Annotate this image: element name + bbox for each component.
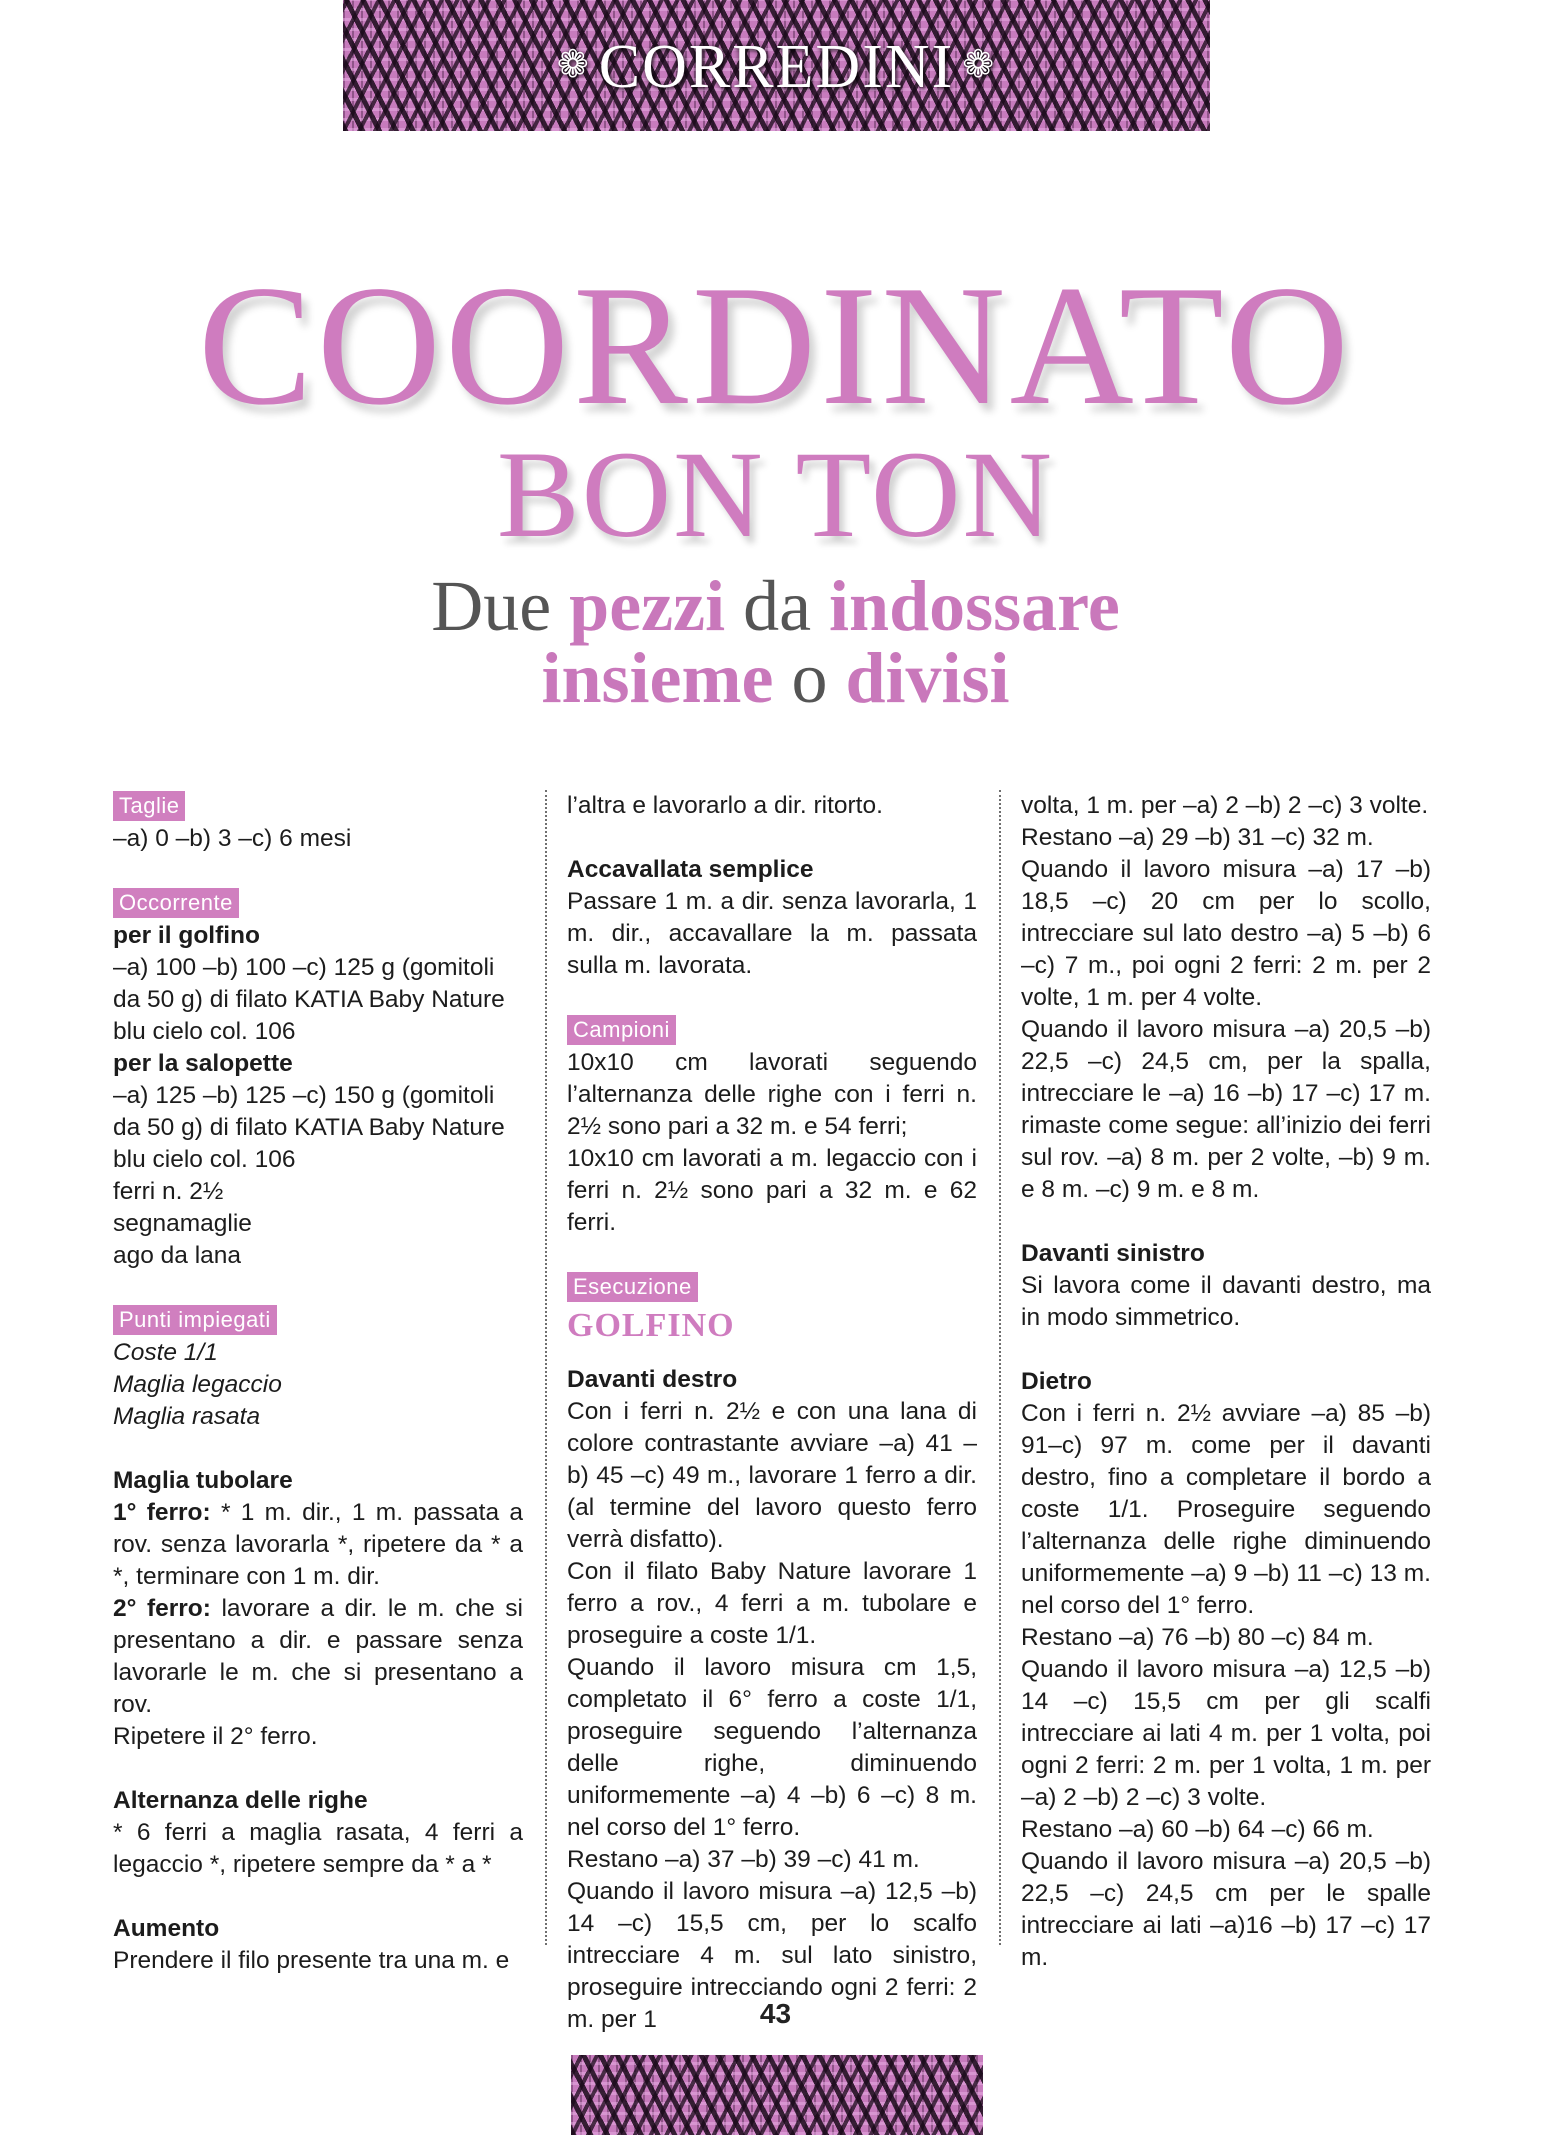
dietro-text: Quando il lavoro misura –a) 20,5 –b) 22,5 –c) 24,5 cm per le spalle intrecciare ai lati –a)16 –b) 17 –c) 17 m. <box>1021 1848 1431 1971</box>
needle-text: ago da lana <box>113 1242 242 1269</box>
alternanza-label: Alternanza delle righe <box>113 1787 368 1814</box>
salopette-materials-text: –a) 125 –b) 125 –c) 150 g (gomitoli da 50 g) di filato KATIA Baby Nature blu cielo col. 106 <box>113 1082 505 1173</box>
davanti-destro-text: Con i ferri n. 2½ e con una lana di colore contrastante avviare –a) 41 –b) 45 –c) 49 m., lavorare 1 ferro a dir. (al termine del lavoro questo ferro verrà disfatto). <box>567 1398 977 1553</box>
dietro-label: Dietro <box>1021 1368 1092 1395</box>
davanti-destro-text: Quando il lavoro misura –a) 12,5 –b) 14 –c) 15,5 cm, per lo scalfo intrecciare 4 m. sul lato sinistro, proseguire intrecciando ogni 2 ferri: 2 m. per 1 <box>567 1878 977 2033</box>
davanti-destro-text: Quando il lavoro misura cm 1,5, completato il 6° ferro a coste 1/1, proseguire seguendo l’alternanza delle righe, diminuendo uniformemente –a) 4 –b) 6 –c) 8 m. nel corso del 1° ferro. <box>567 1654 977 1841</box>
salopette-materials-label: per la salopette <box>113 1050 293 1077</box>
row2-instruction <box>113 1593 523 1721</box>
row1-instruction <box>113 1497 523 1593</box>
stitch-item: Maglia legaccio <box>113 1371 282 1398</box>
text-column-3 <box>1021 790 1431 1974</box>
davanti-sinistro-text: Si lavora come il davanti destro, ma in modo simmetrico. <box>1021 1272 1431 1331</box>
alternanza-text: * 6 ferri a maglia rasata, 4 ferri a legaccio *, ripetere sempre da * a * <box>113 1819 523 1878</box>
davanti-destro-text: Restano –a) 37 –b) 39 –c) 41 m. <box>567 1846 920 1873</box>
golfino-materials-text: –a) 100 –b) 100 –c) 125 g (gomitoli da 50 g) di filato KATIA Baby Nature blu cielo col. 106 <box>113 954 505 1045</box>
dietro-text: Con i ferri n. 2½ avviare –a) 85 –b) 91–c) 97 m. come per il davanti destro, fino a completare il bordo a coste 1/1. Proseguire seguendo l’alternanza delle righe diminuendo uniformemente –a) 9 –b) 11 –c) 13 m. nel corso del 1° ferro. <box>1021 1400 1431 1619</box>
column-divider <box>545 790 547 1945</box>
stitch-item: Maglia rasata <box>113 1403 261 1430</box>
golfino-heading: GOLFINO <box>567 1307 735 1344</box>
aumento-label: Aumento <box>113 1915 220 1942</box>
section-heading-campioni: Campioni <box>567 1015 676 1045</box>
flower-icon: ❁ <box>962 44 997 86</box>
aumento-text: Prendere il filo presente tra una m. e <box>113 1947 510 1974</box>
section-heading-punti: Punti impiegati <box>113 1305 277 1335</box>
continued-text: volta, 1 m. per –a) 2 –b) 2 –c) 3 volte. <box>1021 792 1429 819</box>
footer-banner <box>571 2055 983 2135</box>
article-title-line2: BON TON <box>496 426 1055 563</box>
section-heading-occorrente: Occorrente <box>113 888 239 918</box>
section-heading-esecuzione: Esecuzione <box>567 1272 698 1302</box>
row2-label: 2° ferro: <box>113 1595 211 1622</box>
davanti-sinistro-label: Davanti sinistro <box>1021 1240 1205 1267</box>
section-banner <box>343 0 1210 131</box>
section-heading-taglie: Taglie <box>113 791 185 821</box>
subtitle-word-accent: insieme <box>541 638 774 718</box>
row1-text: * 1 m. dir., 1 m. passata a rov. senza lavorarla *, ripetere da * a *, terminare con 1 m. dir. <box>113 1499 523 1590</box>
gauge-text: 10x10 cm lavorati a m. legaccio con i ferri n. 2½ sono pari a 32 m. e 62 ferri. <box>567 1145 977 1236</box>
stitch-item: Coste 1/1 <box>113 1339 218 1366</box>
section-title <box>343 30 1210 102</box>
sizes-text: –a) 0 –b) 3 –c) 6 mesi <box>113 825 352 852</box>
dietro-text: Restano –a) 60 –b) 64 –c) 66 m. <box>1021 1816 1374 1843</box>
subtitle-word-accent: divisi <box>845 638 1010 718</box>
gauge-text: 10x10 cm lavorati seguendo l’alternanza delle righe con i ferri n. 2½ sono pari a 32 m. e 54 ferri; <box>567 1049 977 1140</box>
continued-text: l’altra e lavorarlo a dir. ritorto. <box>567 792 883 819</box>
page-number: 43 <box>759 1998 792 2029</box>
accavallata-text: Passare 1 m. a dir. senza lavorarla, 1 m. dir., accavallare la m. passata sulla m. lavorata. <box>567 888 977 979</box>
subtitle-word-accent: indossare <box>829 566 1120 646</box>
row2-text: lavorare a dir. le m. che si presentano a dir. e passare senza lavorarle le m. che si presentano a rov. <box>113 1595 523 1718</box>
text-column-1 <box>113 790 523 1977</box>
stitch-markers-text: segnamaglie <box>113 1210 252 1237</box>
davanti-destro-text: Con il filato Baby Nature lavorare 1 ferro a rov., 4 ferri a m. tubolare e proseguire a coste 1/1. <box>567 1558 977 1649</box>
subtitle-word: o <box>791 638 828 718</box>
text-column-2 <box>567 790 977 2036</box>
repeat-text: Ripetere il 2° ferro. <box>113 1723 318 1750</box>
davanti-destro-label: Davanti destro <box>567 1366 738 1393</box>
accavallata-label: Accavallata semplice <box>567 856 814 883</box>
column-divider <box>999 790 1001 1945</box>
golfino-materials-label: per il golfino <box>113 922 260 949</box>
subtitle-word: Due <box>431 566 552 646</box>
row1-label: 1° ferro: <box>113 1499 211 1526</box>
continued-text: Quando il lavoro misura –a) 17 –b) 18,5 –c) 20 cm per lo scollo, intrecciare sul lato destro –a) 5 –b) 6 –c) 7 m., poi ogni 2 ferri: 2 m. per 2 volte, 1 m. per 4 volte. <box>1021 856 1431 1011</box>
flower-icon: ❁ <box>556 44 591 86</box>
continued-text: Quando il lavoro misura –a) 20,5 –b) 22,5 –c) 24,5 cm, per la spalla, intrecciare le –a) 16 –b) 17 –c) 17 m. rimaste come segue: all’inizio dei ferri sul rov. –a) 8 m. per 2 volte, –b) 9 m. e 8 m. –c) 9 m. e 8 m. <box>1021 1016 1431 1203</box>
article-title: COORDINATO <box>198 251 1353 441</box>
article-subtitle-line1 <box>0 568 1551 644</box>
tubolare-label: Maglia tubolare <box>113 1467 293 1494</box>
dietro-text: Restano –a) 76 –b) 80 –c) 84 m. <box>1021 1624 1374 1651</box>
dietro-text: Quando il lavoro misura –a) 12,5 –b) 14 –c) 15,5 cm per gli scalfi intrecciare ai lati 4 m. per 1 volta, poi ogni 2 ferri: 2 m. per 1 volta, 1 m. per –a) 2 –b) 2 –c) 3 volte. <box>1021 1656 1431 1811</box>
needles-text: ferri n. 2½ <box>113 1178 224 1205</box>
section-label: CORREDINI <box>598 33 955 101</box>
subtitle-word: da <box>743 566 812 646</box>
subtitle-word-accent: pezzi <box>569 566 726 646</box>
continued-text: Restano –a) 29 –b) 31 –c) 32 m. <box>1021 824 1374 851</box>
article-subtitle-line2 <box>0 640 1551 716</box>
